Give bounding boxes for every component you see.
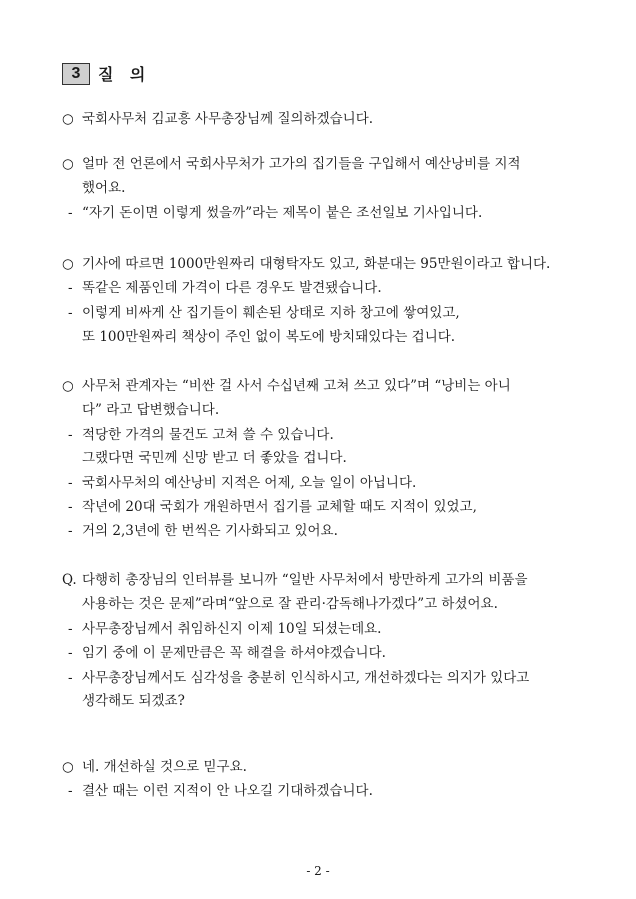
section-number-box: 3	[62, 63, 90, 85]
section-title: 질 의	[98, 67, 152, 84]
dash-bullet: -	[68, 475, 73, 491]
circle-bullet-icon: ○	[62, 378, 74, 394]
dash-bullet: -	[68, 205, 73, 221]
line-text: 얼마 전 언론에서 국회사무처가 고가의 집기들을 구입해서 예산낭비를 지적	[82, 156, 521, 172]
line-text: 사무총장님께서도 심각성을 충분히 인식하시고, 개선하겠다는 의지가 있다고	[82, 670, 530, 686]
section-heading	[62, 62, 151, 85]
dash-bullet: -	[68, 499, 73, 515]
line-text: 또 100만원짜리 책상이 주인 없이 복도에 방치돼있다는 겁니다.	[82, 329, 456, 345]
dash-bullet: -	[68, 670, 73, 686]
dash-bullet: -	[68, 523, 73, 539]
line-text: 결산 때는 이런 지적이 안 나오길 기대하겠습니다.	[82, 783, 373, 799]
line-text: 임기 중에 이 문제만큼은 꼭 해결을 하셔야겠습니다.	[82, 645, 386, 661]
line-text: 기사에 따르면 1000만원짜리 대형탁자도 있고, 화분대는 95만원이라고 합니다.	[82, 256, 551, 272]
dash-bullet: -	[68, 280, 73, 296]
line-text: 국회사무처 김교흥 사무총장님께 질의하겠습니다.	[82, 111, 374, 127]
circle-bullet-icon: ○	[62, 156, 74, 172]
circle-bullet-icon: ○	[62, 759, 74, 775]
line-text: 적당한 가격의 물건도 고쳐 쓸 수 있습니다.	[82, 427, 334, 443]
dash-bullet: -	[68, 645, 73, 661]
line-text: 그랬다면 국민께 신망 받고 더 좋았을 겁니다.	[82, 450, 347, 466]
line-text: 사용하는 것은 문제”라며“앞으로 잘 관리·감독해나가겠다”고 하셨어요.	[82, 596, 498, 612]
line-text: 거의 2,3년에 한 번씩은 기사화되고 있어요.	[82, 523, 338, 539]
line-text: 국회사무처의 예산낭비 지적은 어제, 오늘 일이 아닙니다.	[82, 475, 417, 491]
line-text: 작년에 20대 국회가 개원하면서 집기를 교체할 때도 지적이 있었고,	[82, 499, 477, 515]
question-marker: Q.	[62, 572, 77, 588]
line-text: 다” 라고 답변했습니다.	[82, 402, 220, 418]
line-text: 네. 개선하실 것으로 믿구요.	[82, 759, 247, 775]
line-text: “자기 돈이면 이렇게 썼을까”라는 제목이 붙은 조선일보 기사입니다.	[82, 205, 483, 221]
dash-bullet: -	[68, 621, 73, 637]
line-text: 똑같은 제품인데 가격이 다른 경우도 발견됐습니다.	[82, 280, 382, 296]
line-text: 했어요.	[82, 180, 126, 196]
dash-bullet: -	[68, 783, 73, 799]
circle-bullet-icon: ○	[62, 111, 74, 127]
line-text: 사무총장님께서 취임하신지 이제 10일 되셨는데요.	[82, 621, 382, 637]
dash-bullet: -	[68, 427, 73, 443]
line-text: 다행히 총장님의 인터뷰를 보니까 “일반 사무처에서 방만하게 고가의 비품을	[82, 572, 528, 588]
line-text: 생각해도 되겠죠?	[82, 693, 185, 709]
page-number: - 2 -	[306, 864, 330, 878]
line-text: 이렇게 비싸게 산 집기들이 훼손된 상태로 지하 창고에 쌓여있고,	[82, 305, 460, 321]
line-text: 사무처 관계자는 “비싼 걸 사서 수십년째 고쳐 쓰고 있다”며 “낭비는 아니	[82, 378, 511, 394]
dash-bullet: -	[68, 305, 73, 321]
circle-bullet-icon: ○	[62, 256, 74, 272]
